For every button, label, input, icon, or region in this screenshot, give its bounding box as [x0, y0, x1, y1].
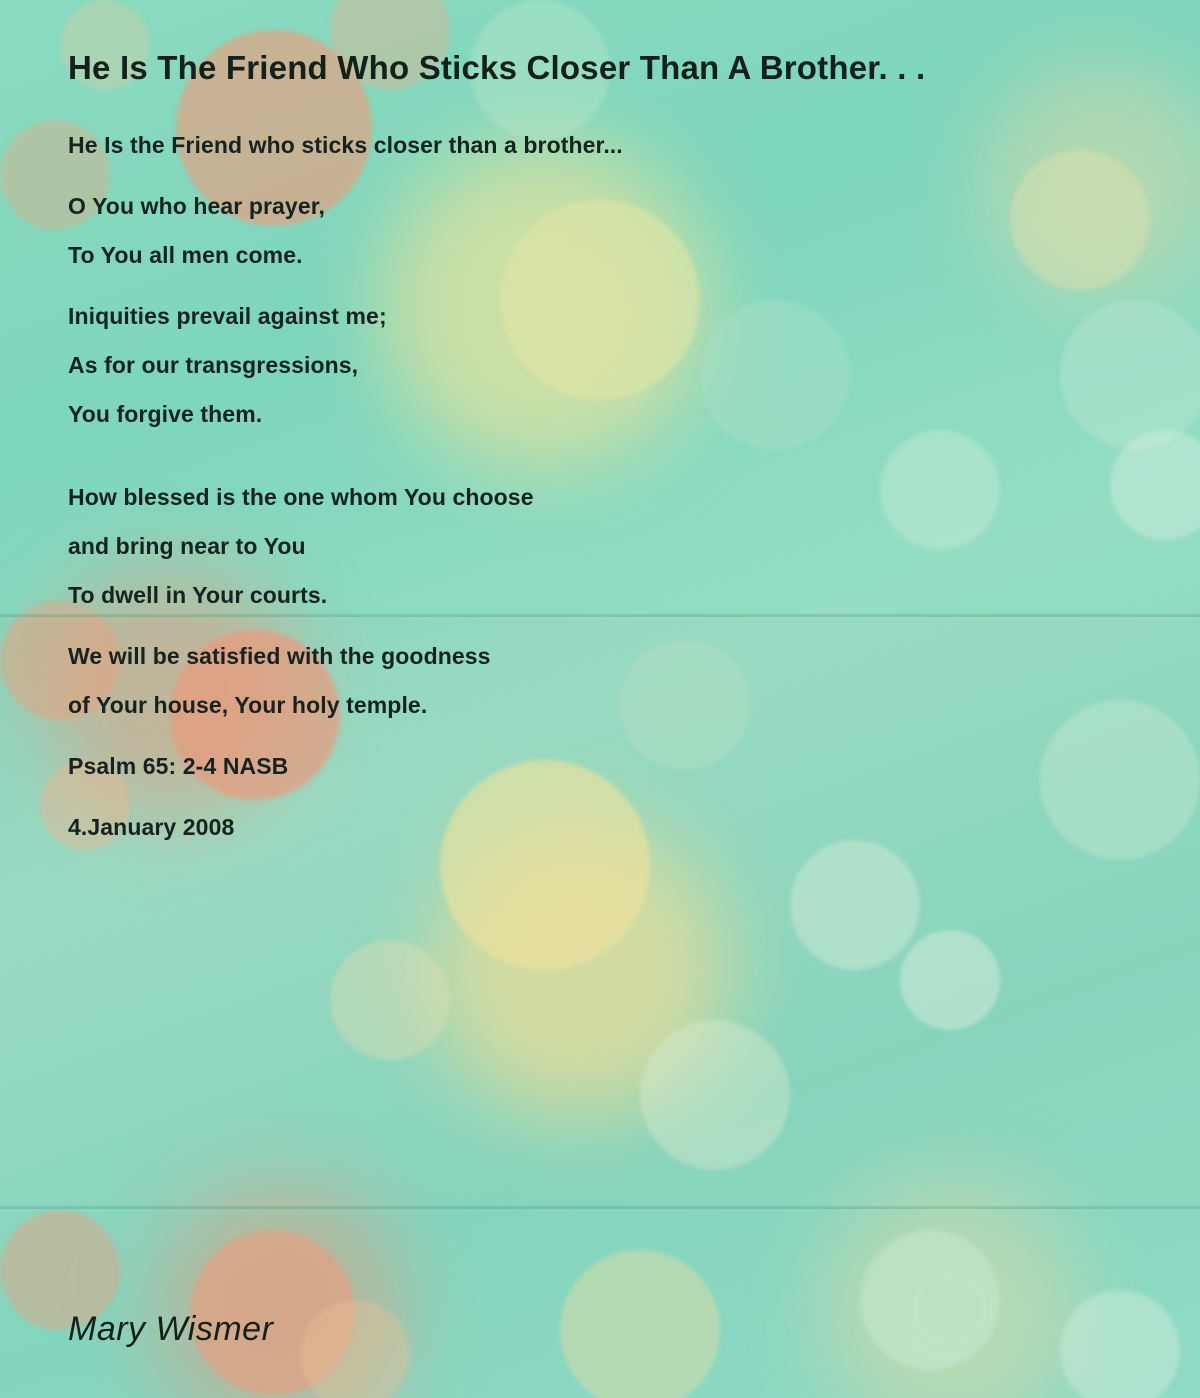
poem-line: We will be satisfied with the goodness — [68, 642, 491, 669]
poem-body — [68, 131, 1132, 840]
poem-stanza — [68, 483, 1132, 608]
poem-line: To You all men come. — [68, 241, 303, 268]
poem-date — [68, 813, 1132, 840]
poem-scripture-reference — [68, 752, 1132, 779]
poem-line: and bring near to You — [68, 532, 306, 559]
poem-line: Iniquities prevail against me; — [68, 302, 387, 329]
poem-line: of Your house, Your holy temple. — [68, 691, 428, 718]
page-title: He Is The Friend Who Sticks Closer Than A Brother. . . — [68, 49, 926, 86]
poem-line: He Is the Friend who sticks closer than a brother... — [68, 131, 623, 158]
poem-stanza — [68, 192, 1132, 268]
poem-line: Psalm 65: 2-4 NASB — [68, 752, 289, 779]
poem-stanza — [68, 642, 1132, 718]
poem-line: To dwell in Your courts. — [68, 581, 328, 608]
poem-stanza — [68, 131, 1132, 158]
poem-stanza — [68, 302, 1132, 427]
poem-line: As for our transgressions, — [68, 351, 359, 378]
poem-line: How blessed is the one whom You choose — [68, 483, 534, 510]
poem-author: Mary Wismer — [68, 1310, 274, 1348]
poem-line: 4.January 2008 — [68, 813, 235, 840]
poem-line: You forgive them. — [68, 400, 263, 427]
poem-line: O You who hear prayer, — [68, 192, 325, 219]
band-divider-lower — [0, 1206, 1200, 1209]
